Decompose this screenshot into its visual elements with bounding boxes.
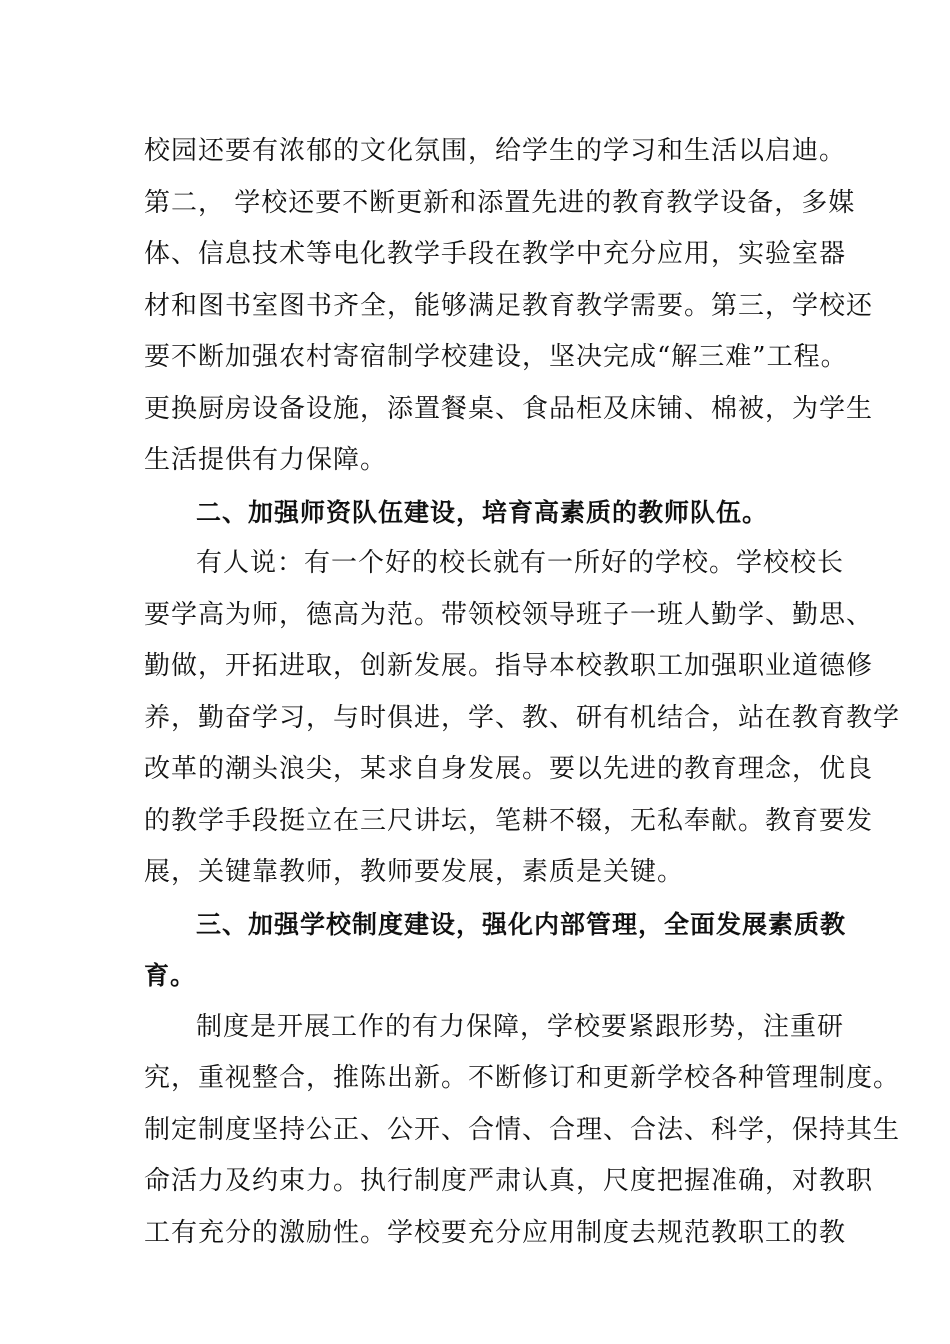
- body-line: 更换厨房设备设施，添置餐桌、食品柜及床铺、棉被，为学生: [144, 393, 874, 424]
- body-line: 工有充分的激励性。学校要充分应用制度去规范教职工的教: [144, 1217, 847, 1248]
- paragraph-first-line: 制度是开展工作的有力保障，学校要紧跟形势，注重研: [196, 1011, 845, 1042]
- body-line: 第二， 学校还要不断更新和添置先进的教育教学设备，多媒: [144, 187, 856, 218]
- body-line: 勤做，开拓进取，创新发展。指导本校教职工加强职业道德修: [144, 651, 874, 681]
- body-line: 的教学手段挺立在三尺讲坛，笔耕不辍，无私奉献。教育要发: [144, 805, 874, 836]
- body-line: 究，重视整合，推陈出新。不断修订和更新学校各种管理制度。: [144, 1063, 901, 1093]
- section-heading-3: 三、加强学校制度建设，强化内部管理，全面发展素质教: [196, 909, 847, 939]
- document-body: [144, 126, 901, 1259]
- body-line: 制定制度坚持公正、公开、合情、合理、合法、科学，保持其生: [144, 1114, 901, 1145]
- body-line: 命活力及约束力。执行制度严肃认真，尺度把握准确，对教职: [144, 1166, 874, 1196]
- body-line: 改革的潮头浪尖，某求自身发展。要以先进的教育理念，优良: [144, 754, 874, 784]
- section-heading-2: 二、加强师资队伍建设，培育高素质的教师队伍。: [196, 497, 769, 527]
- body-line: 生活提供有力保障。: [144, 445, 388, 475]
- section-heading-3-continued: 育。: [144, 961, 197, 990]
- body-line: 养，勤奋学习，与时俱进，学、教、研有机结合，站在教育教学: [144, 702, 901, 733]
- body-line: 要学高为师，德高为范。带领校领导班子一班人勤学、勤思、: [144, 599, 874, 630]
- body-line: 材和图书室图书齐全，能够满足教育教学需要。第三，学校还: [144, 290, 874, 321]
- body-line: 体、信息技术等电化教学手段在教学中充分应用，实验室器: [144, 239, 847, 269]
- paragraph-first-line: 有人说：有一个好的校长就有一所好的学校。学校校长: [196, 548, 845, 578]
- body-line: 要不断加强农村寄宿制学校建设，坚决完成“解三难”工程。: [144, 342, 848, 372]
- body-line: 校园还要有浓郁的文化氛围，给学生的学习和生活以启迪。: [144, 136, 847, 166]
- body-line: 展，关键靠教师，教师要发展，素质是关键。: [144, 857, 685, 887]
